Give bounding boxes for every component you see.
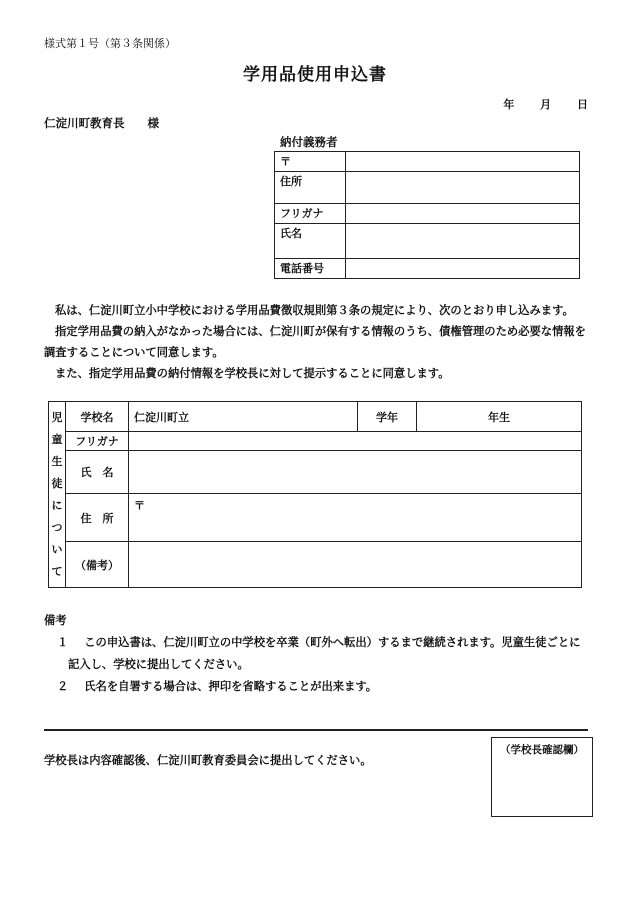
payer-postal-label: 〒 bbox=[275, 152, 346, 172]
student-remarks-label: （備考） bbox=[66, 542, 129, 588]
consent-paragraph-1: 私は、仁淀川町立小中学校における学用品費徴収規則第３条の規定により、次のとおり申し込みます。 bbox=[55, 304, 574, 317]
side-char: 生 bbox=[51, 454, 63, 468]
payer-address-field[interactable] bbox=[346, 172, 580, 204]
date-line bbox=[481, 96, 588, 112]
note-item-2-text: 氏名を自署する場合は、押印を省略することが出来ます。 bbox=[84, 680, 378, 693]
side-char: て bbox=[51, 564, 63, 578]
date-day: 日 bbox=[577, 98, 588, 111]
school-label: 学校名 bbox=[66, 402, 129, 432]
date-year: 年 bbox=[503, 98, 515, 111]
side-char: い bbox=[51, 542, 63, 556]
student-furigana-field[interactable] bbox=[129, 432, 582, 451]
grade-label: 学年 bbox=[358, 402, 417, 432]
section-divider bbox=[44, 729, 588, 731]
student-furigana-label: フリガナ bbox=[66, 432, 129, 451]
principal-note: 学校長は内容確認後、仁淀川町教育委員会に提出してください。 bbox=[44, 754, 372, 767]
form-number: 様式第１号（第３条関係） bbox=[44, 37, 176, 50]
payer-address-label: 住所 bbox=[275, 172, 346, 204]
document-title: 学用品使用申込書 bbox=[243, 65, 387, 85]
payer-name-field[interactable] bbox=[346, 224, 580, 259]
payer-phone-label: 電話番号 bbox=[275, 259, 346, 279]
note-item-1-continuation: 記入し、学校に提出してください。 bbox=[68, 658, 249, 671]
side-char: つ bbox=[51, 520, 63, 534]
note-item-2-number: ２ bbox=[57, 680, 69, 693]
student-side-label bbox=[49, 402, 66, 588]
payer-phone-field[interactable] bbox=[346, 259, 580, 279]
payer-postal-field[interactable] bbox=[346, 152, 580, 172]
note-item-2 bbox=[44, 676, 594, 698]
student-address-label: 住 所 bbox=[66, 494, 129, 542]
student-name-label: 氏 名 bbox=[66, 451, 129, 494]
payer-furigana-field[interactable] bbox=[346, 204, 580, 224]
side-char: 童 bbox=[51, 432, 63, 446]
side-char: 児 bbox=[51, 410, 63, 424]
payer-heading: 納付義務者 bbox=[280, 135, 338, 149]
side-char: 徒 bbox=[51, 476, 63, 490]
addressee: 仁淀川町教育長 様 bbox=[44, 116, 159, 130]
student-address-field[interactable] bbox=[129, 494, 582, 542]
note-item-1-number: １ bbox=[57, 636, 69, 649]
side-char: に bbox=[51, 498, 63, 512]
note-item-1-text: この申込書は、仁淀川町立の中学校を卒業（町外へ転出）するまで継続されます。児童生徒ごとに bbox=[84, 636, 581, 649]
grade-field[interactable]: 年生 bbox=[417, 402, 582, 432]
payer-name-label: 氏名 bbox=[275, 224, 346, 259]
notes-section bbox=[44, 610, 594, 698]
payer-furigana-label: フリガナ bbox=[275, 204, 346, 224]
student-postal-mark: 〒 bbox=[134, 499, 145, 512]
consent-paragraph-2: 指定学用品費の納入がなかった場合には、仁淀川町が保有する情報のうち、債権管理のため必要な情報を調査することについて同意します。 bbox=[44, 325, 586, 359]
consent-paragraph-3: また、指定学用品費の納付情報を学校長に対して提示することに同意します。 bbox=[55, 367, 450, 380]
note-item-1 bbox=[44, 632, 594, 654]
confirmation-box-label: （学校長確認欄） bbox=[500, 744, 584, 756]
consent-text bbox=[44, 300, 592, 384]
student-remarks-field[interactable] bbox=[129, 542, 582, 588]
notes-heading: 備考 bbox=[44, 614, 67, 627]
date-month: 月 bbox=[540, 98, 552, 111]
school-field[interactable]: 仁淀川町立 bbox=[129, 402, 358, 432]
student-table bbox=[48, 401, 582, 588]
principal-confirmation-box[interactable] bbox=[491, 737, 593, 817]
student-name-field[interactable] bbox=[129, 451, 582, 494]
payer-table bbox=[274, 151, 580, 279]
